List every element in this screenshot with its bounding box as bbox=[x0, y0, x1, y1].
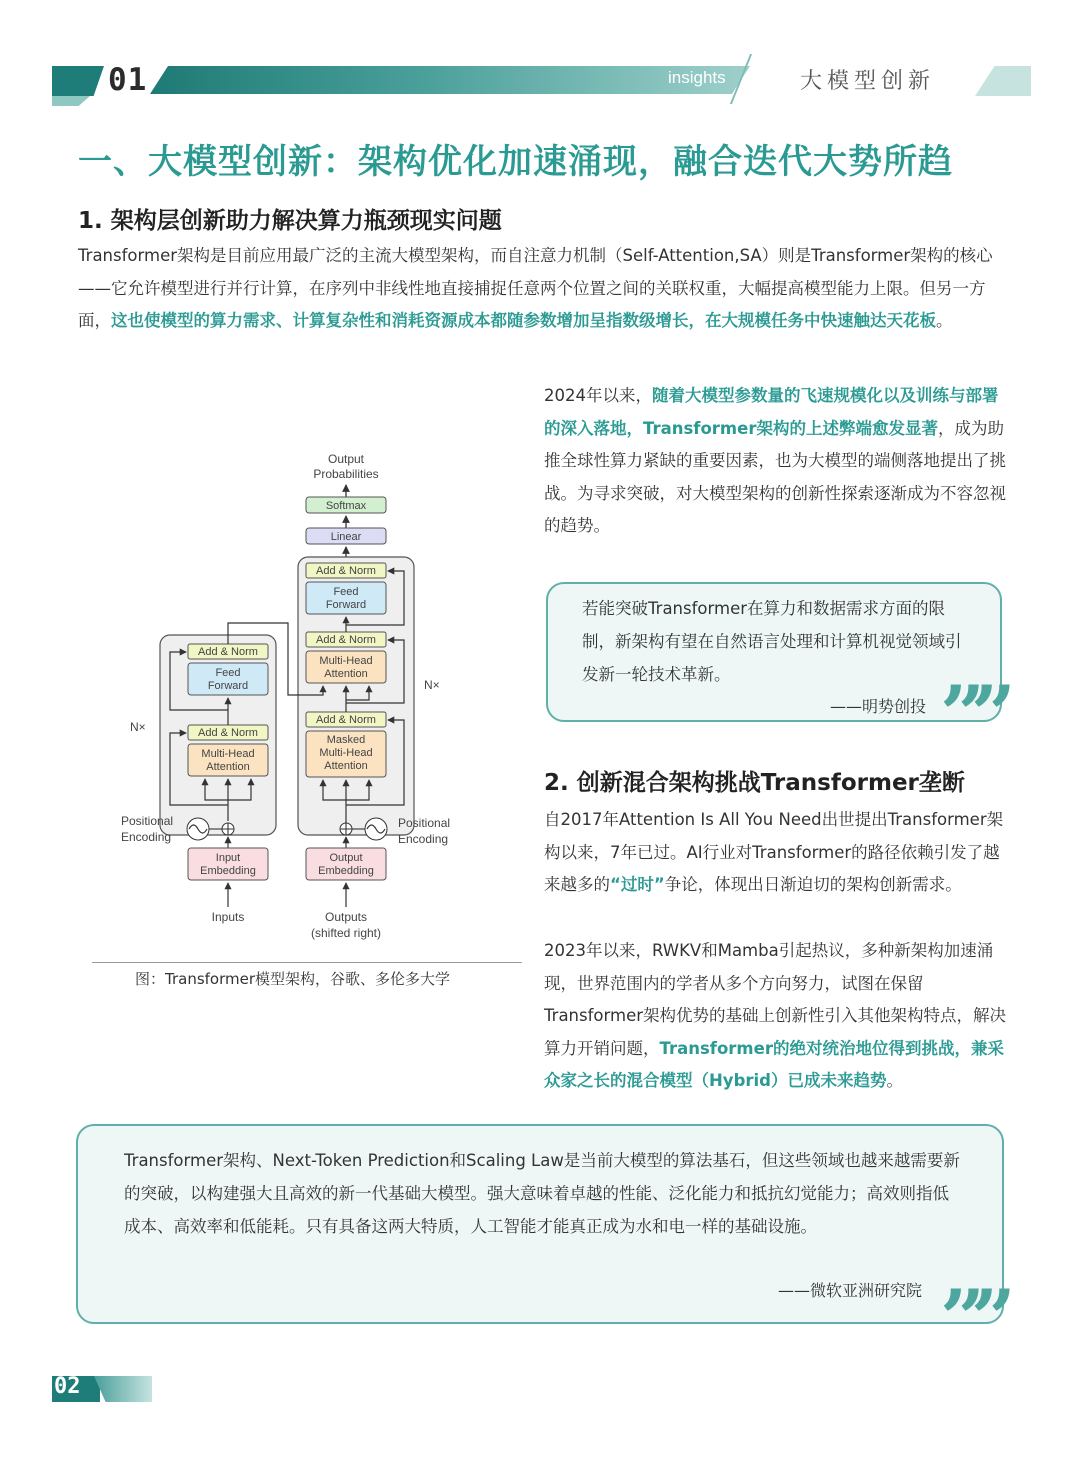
intro-highlight: 这也使模型的算力需求、计算复杂性和消耗资源成本都随参数增加呈指数级增长，在大规模任务中快速触达天花板 bbox=[111, 311, 936, 330]
header-left-tab bbox=[52, 66, 104, 96]
label-output-prob-2: Probabilities bbox=[313, 467, 379, 481]
label-output-embedding: Embedding bbox=[318, 865, 374, 877]
label-enc-nx: N× bbox=[130, 720, 146, 734]
header-right-decoration bbox=[975, 66, 1031, 96]
intro-text: Transformer架构是目前应用最广泛的主流大模型架构，而自注意力机制（Self-Attention,SA）则是Transformer架构的核心——它允许模型进行并行计算，在序列中非线性地直接捕捉任意两个位置之间的关联权重，大幅提高模型能力上限。但另一方面， bbox=[78, 246, 993, 330]
intro-end: 。 bbox=[936, 311, 953, 330]
label-linear: Linear bbox=[330, 531, 362, 543]
label-enc-addnorm-bottom: Add & Norm bbox=[198, 727, 258, 739]
p2-post: 争论，体现出日渐迫切的架构创新需求。 bbox=[664, 875, 962, 894]
label-dec-addnorm-2: Add & Norm bbox=[316, 634, 376, 646]
label-dec-masked: Masked bbox=[326, 734, 366, 746]
header-number: 01 bbox=[108, 62, 148, 98]
p3-highlight: Transformer的绝对统治地位得到挑战，兼采众家之长的混合模型（Hybrid）已成未来趋势 bbox=[544, 1038, 1004, 1090]
label-dec-multihead: Multi-Head bbox=[319, 655, 373, 667]
header-subtitle: 大模型创新 bbox=[800, 69, 936, 94]
section2-paragraph-2 bbox=[544, 935, 1016, 1098]
label-dec-addnorm-1: Add & Norm bbox=[316, 565, 376, 577]
label-enc-encoding: Encoding bbox=[121, 830, 172, 844]
p2-highlight: “过时” bbox=[610, 875, 665, 894]
quote2-text: Transformer架构、Next-Token Prediction和Scaling Law是当前大模型的算法基石，但这些领域也越来越需要新的突破，以构建强大且高效的新一代基础大模型。强大意味着卓越的性能、泛化能力和抵抗幻觉能力；高效则指低成本、高效率和低能耗。只有具备这两大特质，人工智能才能真正成为水和电一样的基础设施。 bbox=[124, 1151, 960, 1236]
section2-paragraph-1 bbox=[544, 804, 1014, 902]
label-enc-feed: Feed bbox=[215, 667, 241, 679]
label-dec-forward: Forward bbox=[325, 599, 367, 611]
label-dec-multihead-2: Multi-Head bbox=[319, 747, 373, 759]
label-inputs: Inputs bbox=[211, 910, 245, 924]
label-output-prob-1: Output bbox=[327, 452, 365, 466]
page-number: 02 bbox=[54, 1374, 81, 1399]
p2-pre: 自2017年Attention Is All You Need出世提出Transformer架构以来，7年已过。AI行业对Transformer的路径依赖引发了越来越多的 bbox=[544, 810, 1004, 894]
label-dec-encoding: Encoding bbox=[398, 832, 449, 846]
footer-bar bbox=[94, 1376, 152, 1402]
label-enc-addnorm-top: Add & Norm bbox=[198, 646, 258, 658]
page-title: 一、大模型创新：架构优化加速涌现，融合迭代大势所趋 bbox=[78, 142, 953, 182]
label-shifted-right: (shifted right) bbox=[310, 926, 382, 940]
label-input-embedding: Embedding bbox=[200, 865, 256, 877]
label-input: Input bbox=[215, 852, 241, 864]
label-enc-forward: Forward bbox=[207, 680, 249, 692]
label-dec-addnorm-3: Add & Norm bbox=[316, 714, 376, 726]
label-outputs: Outputs bbox=[324, 910, 368, 924]
label-enc-positional: Positional bbox=[121, 814, 174, 828]
quote-mark-icon-2: ”” bbox=[940, 1273, 1002, 1364]
figure-caption: 图：Transformer模型架构，谷歌、多伦多大学 bbox=[135, 970, 451, 988]
label-enc-multihead: Multi-Head bbox=[201, 748, 255, 760]
header-left-tail bbox=[52, 96, 90, 106]
p1-highlight: 随着大模型参数量的飞速规模化以及训练与部署的深入落地，Transformer架构的上述弊端愈发显著 bbox=[544, 386, 999, 438]
label-dec-nx: N× bbox=[424, 678, 440, 692]
quote-mark-icon: ”” bbox=[940, 669, 1002, 760]
label-enc-attention: Attention bbox=[206, 761, 250, 773]
label-dec-attention-2: Attention bbox=[324, 760, 368, 772]
section1-title: 1. 架构层创新助力解决算力瓶颈现实问题 bbox=[78, 208, 502, 234]
label-dec-positional: Positional bbox=[398, 816, 451, 830]
label-dec-attention: Attention bbox=[324, 668, 368, 680]
label-dec-feed: Feed bbox=[333, 586, 359, 598]
p3-plain: 2023年以来，RWKV和Mamba引起热议，多种新架构加速涌现，世界范围内的学者从多个方向努力，试图在保留Transformer架构优势的基础上创新性引入其他架构特点，解决算力开销问题， bbox=[544, 941, 1007, 1058]
transformer-diagram bbox=[110, 445, 470, 945]
quote2-source: ——微软亚洲研究院 bbox=[778, 1281, 923, 1300]
quote1-text: 若能突破Transformer在算力和数据需求方面的限制，新架构有望在自然语言处理和计算机视觉领域引发新一轮技术革新。 bbox=[582, 599, 962, 684]
p1-rest: ，成为助推全球性算力紧缺的重要因素，也为大模型的端侧落地提出了挑战。为寻求突破，对大模型架构的创新性探索逐渐成为不容忽视的趋势。 bbox=[544, 418, 1006, 535]
label-softmax: Softmax bbox=[325, 500, 367, 512]
label-output: Output bbox=[329, 852, 363, 864]
right-paragraph-1 bbox=[544, 380, 1014, 543]
figure-divider bbox=[92, 962, 522, 963]
section2-title: 2. 创新混合架构挑战Transformer垄断 bbox=[544, 770, 965, 796]
p3-end: 。 bbox=[886, 1071, 903, 1090]
header-bar bbox=[150, 66, 750, 94]
section1-intro bbox=[78, 240, 1012, 338]
header-tag: insights bbox=[668, 68, 726, 87]
quote1-source: ——明势创投 bbox=[830, 697, 927, 716]
p1-lead: 2024年以来， bbox=[544, 386, 652, 405]
